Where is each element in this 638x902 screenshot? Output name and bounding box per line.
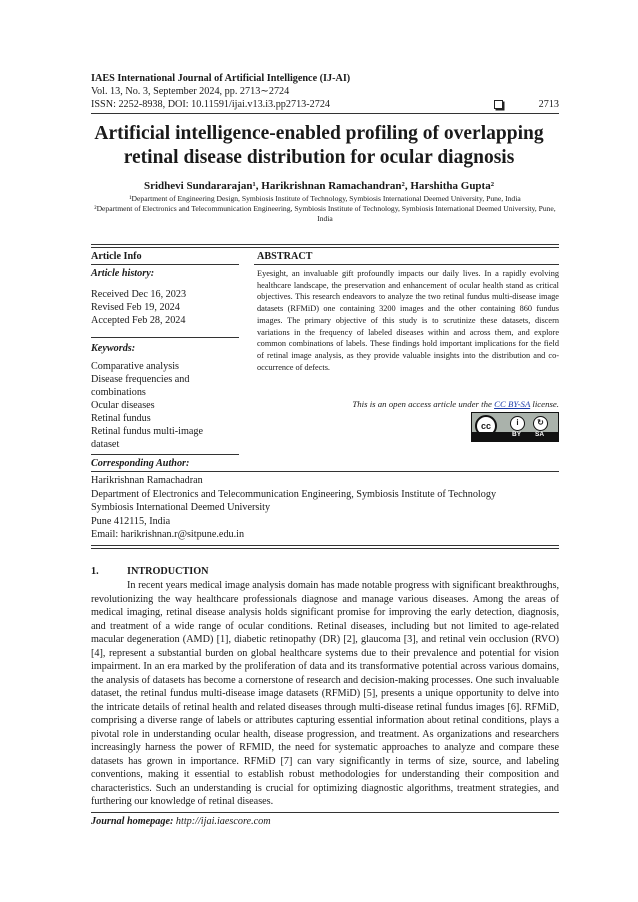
- section-divider: [91, 244, 559, 248]
- journal-name: IAES International Journal of Artificial Intelligence (IJ-AI): [91, 73, 351, 84]
- journal-volume: Vol. 13, No. 3, September 2024, pp. 2713∼2724: [91, 86, 290, 98]
- history-item: Revised Feb 19, 2024: [91, 302, 180, 313]
- cc-by-sa-badge[interactable]: [471, 412, 559, 442]
- badge-sa-label: SA: [535, 431, 545, 438]
- divider: [91, 454, 239, 455]
- keyword: Ocular diseases: [91, 400, 155, 411]
- journal-homepage: [91, 816, 271, 827]
- article-info-heading: Article Info: [91, 251, 142, 262]
- badge-strip: [472, 432, 558, 441]
- keywords-heading: Keywords:: [91, 343, 136, 354]
- divider: [91, 471, 559, 472]
- keyword: Disease frequencies and combinations: [91, 374, 190, 398]
- history-item: Received Dec 16, 2023: [91, 289, 187, 300]
- corr-line: Harikrishnan Ramachadran: [91, 475, 203, 486]
- author-list: Sridhevi Sundararajan¹, Harikrishnan Ramachandran², Harshitha Gupta²: [143, 180, 495, 192]
- corresponding-details: [91, 474, 559, 542]
- license-suffix: license.: [532, 399, 559, 409]
- introduction-heading: [91, 566, 209, 577]
- share-alike-icon: ↻: [533, 416, 548, 431]
- homepage-url[interactable]: http://ijai.iaescore.com: [175, 816, 271, 827]
- license-prefix: This is an open access article under the: [352, 399, 492, 409]
- divider: [91, 337, 239, 338]
- paper-title: [60, 122, 578, 170]
- badge-by-label: BY: [512, 431, 522, 438]
- abstract-heading: ABSTRACT: [257, 251, 313, 262]
- title-line: Artificial intelligence-enabled profiling of overlapping: [94, 123, 544, 144]
- journal-header: [91, 72, 559, 112]
- corr-line: Pune 412115, India: [91, 515, 171, 527]
- person-icon: i: [510, 416, 525, 431]
- history-heading: Article history:: [91, 268, 155, 279]
- section-number: 1.: [91, 566, 99, 577]
- divider: [91, 264, 239, 265]
- keyword-list: [91, 360, 221, 451]
- affiliation: ¹Department of Engineering Design, Symbiosis Institute of Technology, Symbiosis International Deemed University, Pune, India: [129, 194, 521, 203]
- footer-divider: [91, 812, 559, 813]
- section-title: INTRODUCTION: [127, 566, 209, 577]
- corr-line: Department of Electronics and Telecommunication Engineering, Symbiosis Institute of Technology: [91, 488, 497, 500]
- keyword: Retinal fundus: [91, 413, 151, 424]
- title-line: retinal disease distribution for ocular diagnosis: [123, 147, 515, 168]
- homepage-label: Journal homepage:: [91, 816, 174, 827]
- history-item: Accepted Feb 28, 2024: [91, 315, 186, 326]
- abstract-body: Eyesight, an invaluable gift profoundly impacts our daily lives. In a rapidly evolving healthcare landscape, the preservation and enhancement of ocular health stand as critical objectives. This research endeavors to analyze the two retinal fundus multi-disease image datasets (RFMiD) one containing 3200 images and the other containing 860 fundus images. The primary objective of this study is to scrutinize these datasets, discern variations in the frequency of labeled diseases within and across them, and explore common combinations of labels. These findings hold important implications for the field of retinal image analysis, as they provide valuable insights into the distribution and co-occurrence of defects.: [257, 269, 559, 372]
- license-link[interactable]: CC BY-SA: [494, 399, 531, 409]
- square-icon: [494, 100, 503, 109]
- header-divider: [91, 113, 559, 114]
- article-history: [91, 288, 239, 327]
- corr-email: Email: harikrishnan.r@sitpune.edu.in: [91, 529, 245, 541]
- corresponding-heading: Corresponding Author:: [91, 458, 190, 469]
- keyword: Comparative analysis: [91, 361, 179, 372]
- keyword: Retinal fundus multi-image dataset: [91, 426, 204, 450]
- corr-line: Symbiosis International Deemed University: [91, 502, 271, 514]
- introduction-body: In recent years medical image analysis domain has made notable progress with significant breakthroughs, revolutionizing the way healthcare professionals diagnose and manage various diseases. Among the areas of medical imaging, retinal disease analysis holds significant promise for improving the early detection, diagnosis, and treatment of a wide range of ocular conditions. Retinal diseases, including but not limited to age-related macular degeneration (AMD) [1], diabetic retinopathy (DR) [2], glaucoma [3], and retinal vein occlusion (RVO) [4], represent a substantial burden on global healthcare systems due to their prevalence and potential for vision impairment. In an era marked by the proliferation of data and its transformative potential across various domains, the analysis of datasets has become a cornerstone of research and decision-making processes. One such invaluable dataset, the retinal fundus multi-disease image datasets (RFMiD) [5], presents a unique opportunity to delve into the intricate details of retinal health and related diseases through multi-disease retinal fundus images [6]. RFMiD, comprising a diverse range of labels or attributes capturing essential information about retinal conditions, plays a pivotal role in understanding ocular health, disease progression, and treatment. As organizations and researchers increasingly harness the power of RFMID, the need for systematic approaches to analyze and compare these datasets has grown in importance. RFMiD [7] can vary significantly in terms of size, source, and labeling conventions, making it essential to establish robust methodologies for understanding their composition and characteristics. Such an understanding is crucial for optimizing diagnostic algorithms, treatment strategies, and furthering our knowledge of retinal diseases.: [91, 580, 559, 808]
- journal-issn-doi: ISSN: 2252-8938, DOI: 10.11591/ijai.v13.i3.pp2713-2724: [91, 99, 331, 111]
- license-note: [257, 399, 559, 409]
- cc-icon: cc: [475, 415, 497, 437]
- page-number: 2713: [538, 99, 559, 110]
- affiliation: ²Department of Electronics and Telecommunication Engineering, Symbiosis Institute of Technology, Symbiosis International Deemed University, Pune, India: [94, 204, 556, 223]
- divider: [254, 264, 559, 265]
- section-divider: [91, 545, 559, 549]
